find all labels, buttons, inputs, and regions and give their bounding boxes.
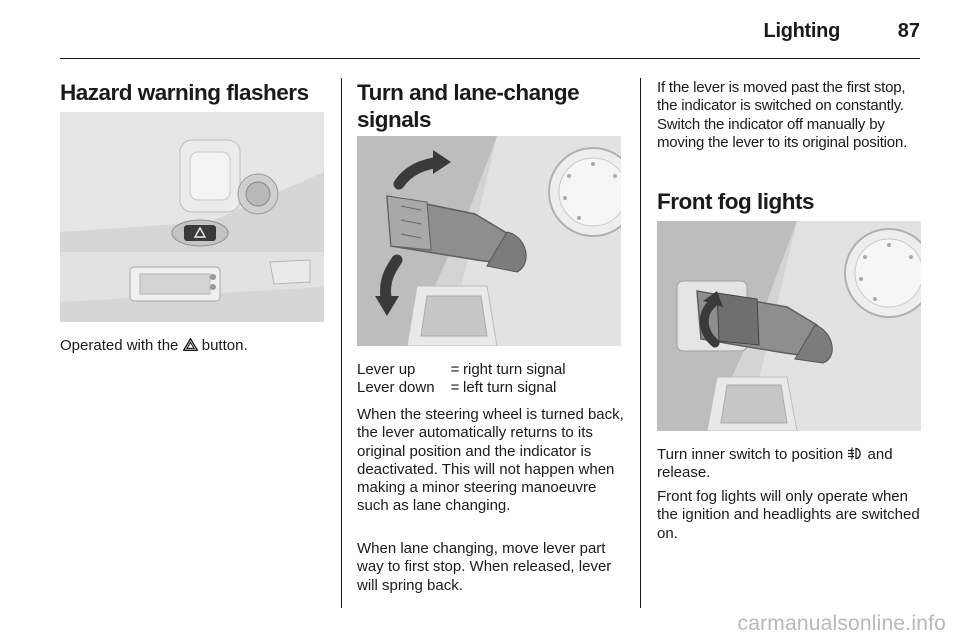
page-number: 87 xyxy=(897,20,920,42)
lever-signal-table xyxy=(357,361,566,398)
front-fog-light-icon xyxy=(847,447,863,460)
fog-lights-note: Front fog lights will only operate when the ignition and headlights are switched on. xyxy=(657,488,920,542)
fog-lights-instruction: Turn inner switch to position and release. xyxy=(657,446,893,482)
turn-signals-paragraph-1: When the steering wheel is turned back, the lever automatically returns to its original position and the indicator is deactivated. This will not happen when making a minor steering manoeuvre such as lane changing. xyxy=(357,406,624,515)
watermark: carmanualsonline.info xyxy=(737,612,946,635)
hazard-triangle-icon xyxy=(183,338,198,351)
hazard-button-illustration xyxy=(60,112,324,322)
indicator-continuation-paragraph: If the lever is moved past the first stop, the indicator is switched on constantly. Switch the indicator off manually by moving the lever to its original position. xyxy=(657,79,908,151)
signal-lever-position: Lever up xyxy=(357,361,416,378)
hazard-caption: Operated with the button. xyxy=(60,337,248,354)
turn-signals-heading: Turn and lane-change signals xyxy=(357,80,580,132)
fog-lights-heading: Front fog lights xyxy=(657,189,814,214)
section-title: Lighting xyxy=(763,20,840,42)
signal-result: left turn signal xyxy=(463,379,557,397)
page-header xyxy=(60,0,920,59)
signal-table-row xyxy=(357,379,566,397)
column-divider xyxy=(640,78,641,608)
signal-equals: = xyxy=(450,379,460,397)
hazard-heading: Hazard warning flashers xyxy=(60,80,309,105)
signal-table-row xyxy=(357,361,566,379)
column-divider xyxy=(341,78,342,608)
turn-signals-paragraph-2: When lane changing, move lever part way to first stop. When released, lever will spring back. xyxy=(357,540,612,594)
signal-lever-position: Lever down xyxy=(357,379,435,397)
fog-light-switch-illustration xyxy=(657,221,921,431)
signal-result: right turn signal xyxy=(463,361,566,378)
signal-equals: = xyxy=(450,361,460,378)
turn-signal-lever-illustration xyxy=(357,136,621,346)
